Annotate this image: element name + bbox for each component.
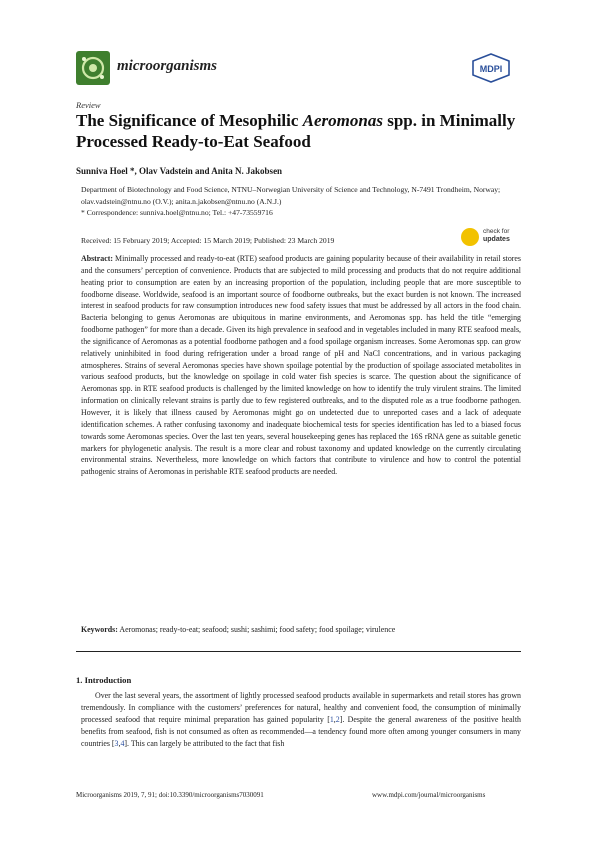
keywords-text: Aeromonas; ready-to-eat; seafood; sushi; sashimi; food safety; food spoilage; virulence <box>119 625 396 634</box>
svg-text:MDPI: MDPI <box>479 64 503 74</box>
footer-citation: Microorganisms 2019, 7, 91; doi:10.3390/microorganisms7030091 <box>76 791 264 799</box>
journal-name: microorganisms <box>117 58 218 74</box>
check-for-updates-badge[interactable]: check for updates <box>461 226 521 252</box>
citation-link[interactable]: 4 <box>120 739 125 749</box>
abstract <box>81 253 521 478</box>
publication-dates: Received: 15 February 2019; Accepted: 15 March 2019; Published: 23 March 2019 <box>81 236 335 245</box>
journal-logo-icon <box>76 51 110 85</box>
abstract-label: Abstract: <box>81 254 113 263</box>
keywords <box>81 625 521 634</box>
section-divider <box>76 651 521 652</box>
check-updates-icon <box>461 228 479 246</box>
author-list: Sunniva Hoel *, Olav Vadstein and Anita N. Jakobsen <box>76 166 283 176</box>
affiliation: Department of Biotechnology and Food Science, NTNU–Norwegian University of Science and Technology, N-7491 Trondheim, Norway; olav.vadstein@ntnu.no (O.V.); anita.n.jakobsen@ntnu.no (A.N.J.) <box>81 185 501 206</box>
citation-link[interactable]: 2 <box>335 715 340 725</box>
citation-link[interactable]: 3 <box>114 739 119 749</box>
citation-link[interactable]: 1 <box>329 715 334 725</box>
affiliation-block <box>81 184 521 219</box>
section-heading: 1. Introduction <box>76 675 132 685</box>
abstract-text: Minimally processed and ready-to-eat (RTE) seafood products are gaining popularity because of their availability in retail stores and the consumers’ perception of convenience. Products that are subjected to mild processing and products that do not require additional heating prior to consumption are eaten by an increasing proportion of the population, including people that are more susceptible to foodborne disease. Worldwide, seafood is an important source of foodborne outbreaks, but the exact burden is not known. The increased interest in seafood products for raw consumption introduces new food safety issues that must be addressed by all actors in the food chain. Bacteria belonging to genus Aeromonas are ubiquitous in marine environments, and Aeromonas spp. has held the title “emerging foodborne pathogen” for more than a decade. Given its high prevalence in seafood and in vegetables included in many RTE seafood meals, the significance of Aeromonas as a potential foodborne pathogen and a food spoilage organism increases. Some Aeromonas spp. can grow relatively uninhibited in food during refrigeration under a broad range of pH and NaCl concentrations, and in various packaging atmospheres. Strains of several Aeromonas species have shown spoilage potential by the production of spoilage associated metabolites in various seafood products, but the knowledge on spoilage in cold water fish species is scarce. The question about the significance of Aeromonas spp. in RTE seafood products is challenged by the limited knowledge on how to identify the truly virulent strains. The limited information on clinically relevant strains is partly due to few registered outbreaks, and to the disputed role as a true foodborne pathogen. However, it is likely that illness caused by Aeromonas might go on undetected due to unreported cases and a lack of adequate identification schemes. A rather confusing taxonomy and inadequate biochemical tests for species identification has led to a biased focus towards some Aeromonas species. Over the last ten years, several housekeeping genes has replaced the 16S rRNA gene as suitable genetic markers for phylogenetic analysis. The result is a more clear and robust taxonomy and updated knowledge on the currently circulating environmental strains. Nevertheless, more knowledge on which factors that contribute to virulence and how to control the potential pathogenic strains of Aeromonas in perishable RTE seafood products are needed. <box>81 254 521 477</box>
mdpi-logo-icon <box>469 53 513 83</box>
paper-title: The Significance of Mesophilic Aeromonas spp. in Minimally Processed Ready-to-Eat Seafood <box>76 111 516 151</box>
keywords-label: Keywords: <box>81 625 118 634</box>
footer-url[interactable]: www.mdpi.com/journal/microorganisms <box>372 791 486 799</box>
correspondence: * Correspondence: sunniva.hoel@ntnu.no; Tel.: +47-73559716 <box>81 208 273 217</box>
introduction-paragraph: Over the last several years, the assortment of lightly processed seafood products available in supermarkets and retail stores has grown tremendously. In compliance with the customers’ preferences for natural, healthy and convenient food, the consumption of minimally processed seafood that require minimal preparation has gained popularity [1,2]. Despite the general awareness of the positive health benefits from seafood, fish is not consumed as often as recommended—a tendency found more often among younger consumers in many countries [3,4]. This can largely be attributed to the fact that fish <box>81 691 521 749</box>
article-type: Review <box>76 100 101 110</box>
